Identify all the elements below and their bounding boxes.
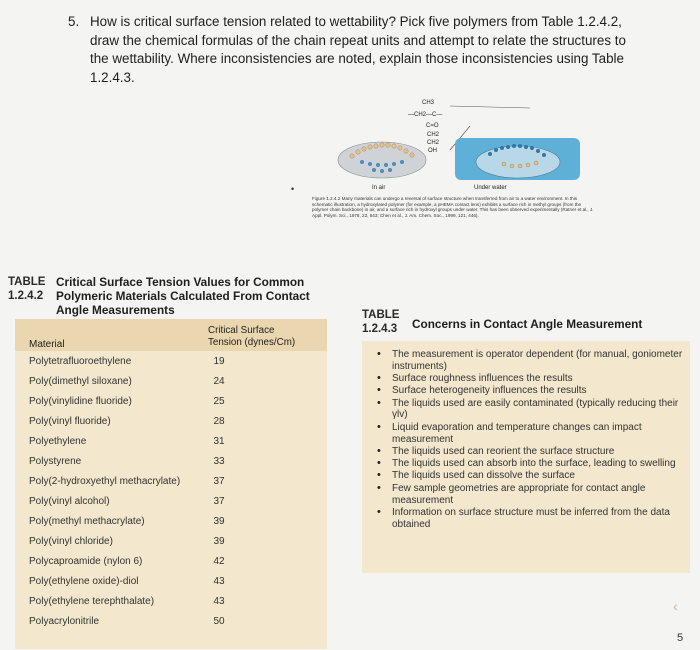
list-item: • Liquid evaporation and temperature changes can impact measurement [376,422,686,446]
table-row [15,533,327,553]
table-row [15,373,327,393]
stray-mark: • [291,184,295,194]
list-item: • The liquids used are easily contaminated (typically reducing their γlv) [376,398,686,422]
list-item: • The measurement is operator dependent (for manual, goniometer instruments) [376,349,686,373]
in-air-illustration [338,142,426,178]
previous-page-chevron-icon[interactable]: ‹ [673,598,678,614]
row-value: 43 [213,576,225,587]
row-value: 31 [213,436,225,447]
row-value: 25 [213,396,225,407]
row-value: 28 [213,416,225,427]
table-row [15,473,327,493]
table-row [15,453,327,473]
under-water-illustration [455,138,580,180]
row-value: 24 [213,376,225,387]
row-value: 37 [213,476,225,487]
under-water-label: Under water [474,185,507,191]
table-contact-angle-concerns [362,308,690,530]
table-1-tag-line2: 1.2.4.2 [8,290,44,302]
row-value: 33 [213,456,225,467]
table-row [15,553,327,573]
surface-reorientation-figure [300,98,600,218]
table-row [15,593,327,613]
table-1-body [15,319,327,649]
list-item: • The liquids used can absorb into the surface, leading to swelling [376,458,686,470]
table-row [15,393,327,413]
table-1-tag-line1: TABLE [8,276,46,288]
list-item: • The liquids used can dissolve the surface [376,470,686,482]
chem-ch2-a-label: CH2 [427,132,440,138]
row-material: Poly(ethylene terephthalate) [29,596,155,607]
table-1-tag [8,275,45,303]
row-material: Poly(dimethyl siloxane) [29,376,132,387]
row-material: Poly(2-hydroxyethyl methacrylate) [29,476,181,487]
row-material: Polyethylene [29,436,87,447]
row-value: 19 [213,356,225,367]
table-1-title: Critical Surface Tension Values for Common Polymeric Materials Calculated From Contact Angle Measurements [56,275,310,317]
list-item: • Surface roughness influences the results [376,373,686,385]
row-material: Polycaproamide (nylon 6) [29,556,143,567]
in-air-label: In air [372,185,386,191]
row-value: 39 [213,536,225,547]
table-row [15,413,327,433]
page-number: 5 [677,632,684,644]
table-row [15,573,327,593]
figure-caption: Figure 1.2.4.2 Many materials can undergo a reversal of surface structure when transferred from air to a water environment. In this schematic illustration, a hydroxylated polymer (for example, a pHEMA contact lens) exhibits a surface rich in methyl groups (from the polymer chain backbone) in air, and a surface rich in hydroxyl groups under water. This has been observed experimentally (Ratner et al., J. Appl. Polym. Sci., 1978, 22, 643; Chen et al., J. Am. Chem. Soc., 1999, 121, 446). [312,196,594,218]
table-row [15,493,327,513]
table-2-title: Concerns in Contact Angle Measurement [412,317,643,331]
figure-illustration [300,98,600,198]
table-critical-surface-tension [8,275,328,627]
chem-ch2-b-label: CH2 [427,140,440,146]
table-row [15,433,327,453]
row-value: 37 [213,496,225,507]
column-header-tension-line1: Critical Surface [208,325,275,336]
chem-leader-right [450,106,530,108]
concerns-list [376,349,686,531]
column-header-tension-line2: Tension (dynes/Cm) [208,337,296,348]
table-1-title-block [8,275,328,321]
question-5 [68,13,628,87]
row-material: Poly(vinylidine fluoride) [29,396,132,407]
column-header-material: Material [29,339,65,350]
chem-oh-label: OH [428,148,437,154]
row-material: Polytetrafluoroethylene [29,356,132,367]
list-item: • Few sample geometries are appropriate for contact angle measurement [376,483,686,507]
row-material: Poly(vinyl alcohol) [29,496,110,507]
column-header-tension [208,325,295,349]
list-item: • Information on surface structure must be inferred from the data obtained [376,507,686,531]
row-value: 39 [213,516,225,527]
chem-co-label: C=O [426,123,439,129]
table-row [15,353,327,373]
row-material: Poly(methyl methacrylate) [29,516,145,527]
table-2-tag-line1: TABLE [362,309,400,321]
chem-chain-label: —CH2—C— [408,112,443,118]
row-material: Poly(vinyl chloride) [29,536,113,547]
list-item: • Surface heterogeneity influences the results [376,385,686,397]
list-item: • The liquids used can reorient the surface structure [376,446,686,458]
row-value: 43 [213,596,225,607]
table-2-body [362,341,690,573]
row-value: 42 [213,556,225,567]
table-2-tag-line2: 1.2.4.3 [362,323,398,335]
row-material: Poly(ethylene oxide)-diol [29,576,139,587]
question-number: 5. [68,14,80,29]
row-material: Polyacrylonitrile [29,616,100,627]
row-material: Poly(vinyl fluoride) [29,416,111,427]
row-material: Polystyrene [29,456,82,467]
table-row [15,513,327,533]
table-2-tag [362,308,399,336]
table-row [15,613,327,633]
table-2-title-block [362,308,690,342]
question-text: How is critical surface tension related to wettability? Pick five polymers from Table 1.2.4.2, draw the chemical formulas of the chain repeat units and attempt to relate the structures to the wettability. Where inconsistencies are noted, explain those inconsistencies using Table 1.2.4.3. [90,14,626,85]
chem-ch3-label: CH3 [422,100,435,106]
row-value: 50 [213,616,225,627]
